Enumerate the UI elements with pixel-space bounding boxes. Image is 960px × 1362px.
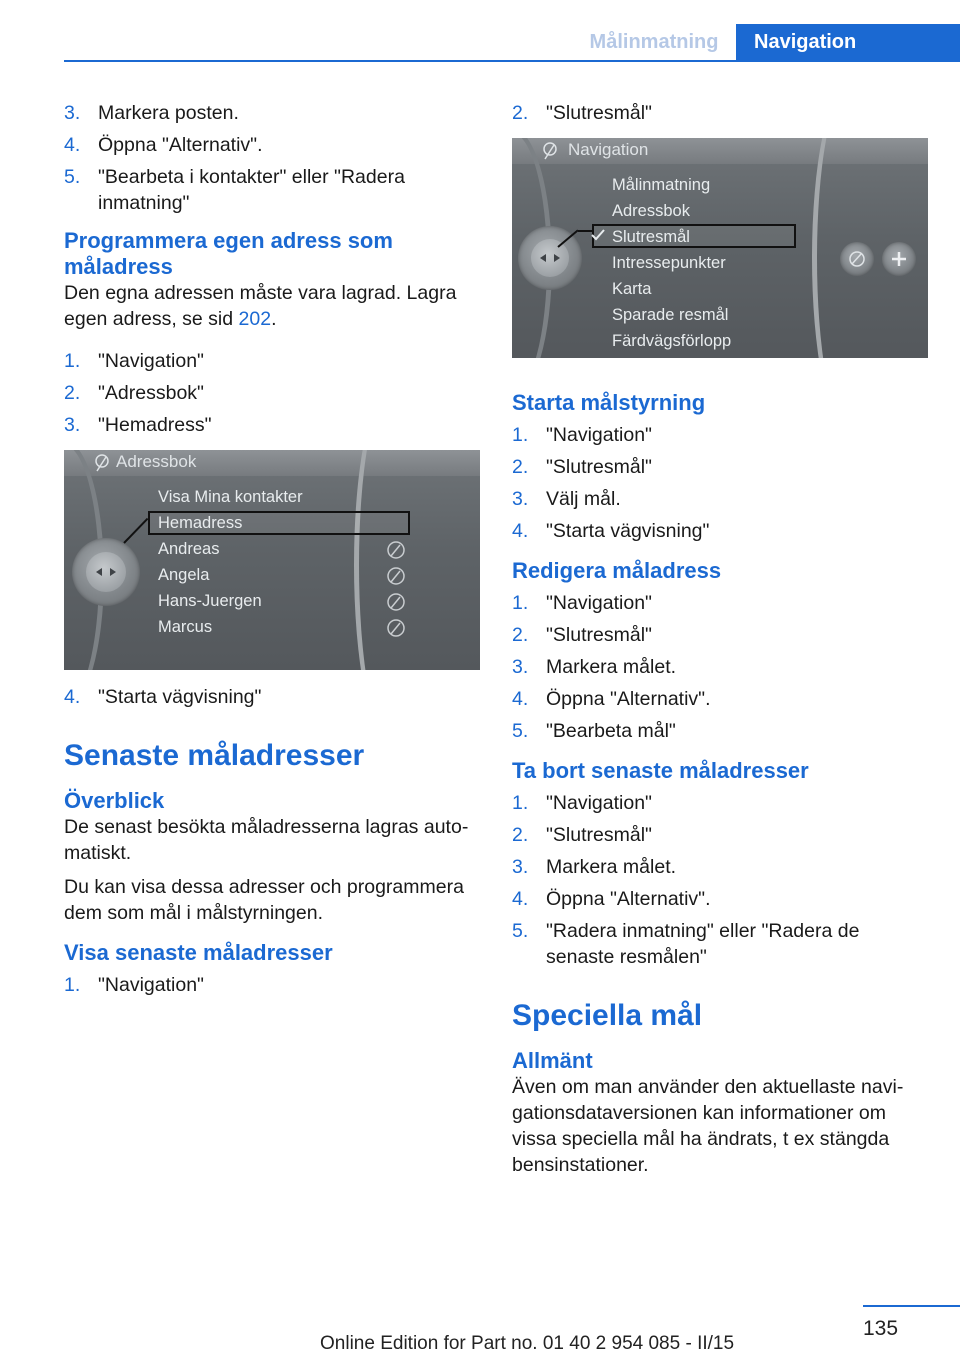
step-text: Markera posten. [98,102,239,124]
paragraph-overview-1: De senast besökta måladresserna lagras automatiskt. [64,816,469,864]
left-list-a [64,100,480,216]
step-number: 3. [512,488,529,510]
selection-connector [123,518,148,544]
addressbook-menu [158,484,303,640]
right-list-c [512,590,928,744]
step-number: 4. [512,688,529,710]
page-number: 135 [863,1317,899,1340]
list-item [512,654,928,680]
list-item [512,790,928,816]
navigate-icon [386,566,406,586]
step-text: Öppna "Alternativ". [98,134,263,156]
heading-home-address: Programmera egen adress som måladress [64,228,393,279]
paragraph-end: . [271,308,277,330]
list-item [64,100,480,126]
menu-item[interactable]: Visa Mina kontakter [158,488,303,506]
right-column [512,100,928,1178]
list-item [512,454,928,480]
step-text: "Slutresmål" [546,624,652,646]
footer-rule [863,1305,960,1307]
heading-general: Allmänt [512,1048,593,1073]
header-section-label: Målinmatning [589,31,719,53]
edition-note: Online Edition for Part no. 01 40 2 954 085 - II/15 [320,1333,735,1354]
compass-icon [542,142,558,160]
list-item [512,100,928,126]
navigate-icon [386,540,406,560]
menu-item[interactable]: Målinmatning [612,176,711,194]
list-item [512,918,928,970]
step-number: 1. [512,592,529,614]
menu-item[interactable]: Intressepunkter [612,254,726,272]
menu-item[interactable]: Angela [158,566,210,584]
menu-item[interactable]: Karta [612,280,652,298]
list-item [64,684,480,710]
left-list-b [64,348,480,438]
header-rule [64,60,960,62]
step-number: 1. [64,350,81,372]
step-number: 4. [64,134,81,156]
list-item [512,822,928,848]
step-text: "Navigation" [98,350,204,372]
right-list-a [512,100,928,126]
step-number: 3. [64,414,81,436]
navigation-screenshot [512,138,928,358]
menu-item-selected[interactable]: Hemadress [158,514,243,532]
left-column [64,100,480,1004]
left-list-c [64,684,480,710]
step-number: 5. [64,166,81,188]
paragraph-home-address [64,280,480,332]
step-number: 4. [512,520,529,542]
paragraph-text: Den egna adressen måste vara lagrad. Lagra egen adress, se sid [64,282,457,330]
heading-start-guidance: Starta målstyrning [512,390,706,415]
step-number: 1. [512,424,529,446]
list-item [512,622,928,648]
step-text: Öppna "Alternativ". [546,688,711,710]
menu-item[interactable]: Färdvägsförlopp [612,332,732,350]
list-item [512,518,928,544]
step-number: 4. [64,686,81,708]
screen-title: Adressbok [116,452,197,471]
menu-item[interactable]: Marcus [158,618,213,636]
step-text: Markera målet. [546,856,677,878]
step-text: "Navigation" [546,592,652,614]
heading-special-destinations: Speciella mål [512,999,703,1032]
paragraph-general: Även om man använder den aktuellaste navigationsdataversionen kan informationer om vissa speciella mål ha ändrats, t ex stängda bensinstationer. [512,1076,904,1176]
menu-item-selected[interactable]: Slutresmål [612,228,690,246]
step-number: 2. [512,824,529,846]
navigate-icon [386,618,406,638]
compass-icon [94,454,110,472]
list-item [64,164,480,216]
plus-icon [890,250,908,268]
step-text: Öppna "Alternativ". [546,888,711,910]
menu-item[interactable]: Andreas [158,540,220,558]
list-item [64,380,480,406]
step-number: 5. [512,920,529,942]
step-number: 3. [64,102,81,124]
screen-title: Navigation [568,140,649,159]
step-number: 2. [64,382,81,404]
list-item [64,348,480,374]
heading-show-recent: Visa senaste måladresser [64,940,333,965]
list-item [512,486,928,512]
step-text: "Slutresmål" [546,824,652,846]
step-text: "Radera inmatning" eller "Radera de senaste resmålen" [546,920,860,968]
step-number: 2. [512,102,529,124]
map-icon [848,250,866,268]
step-text: "Hemadress" [98,414,212,436]
step-text: "Bearbeta mål" [546,720,676,742]
step-number: 3. [512,856,529,878]
checkmark-icon [590,228,606,242]
step-number: 2. [512,624,529,646]
step-text: "Adressbok" [98,382,204,404]
step-text: "Slutresmål" [546,102,652,124]
step-number: 4. [512,888,529,910]
step-text: "Starta vägvisning" [546,520,710,542]
dial-arrows-icon [536,249,564,267]
list-item [512,422,928,448]
step-text: "Navigation" [546,424,652,446]
heading-delete-recent: Ta bort senaste måladresser [512,758,809,783]
list-item [64,412,480,438]
page-link[interactable]: 202 [238,308,272,330]
step-text: "Navigation" [546,792,652,814]
right-list-d [512,790,928,970]
list-item [512,718,928,744]
menu-item[interactable]: Adressbok [612,202,690,220]
step-text: "Navigation" [98,974,204,996]
list-item [64,132,480,158]
navigation-menu [612,172,731,354]
heading-recent-destinations: Senaste måladresser [64,739,365,772]
left-list-d [64,972,480,998]
step-text: Välj mål. [546,488,621,510]
right-list-b [512,422,928,544]
header-chapter-tab: Navigation [736,24,960,61]
step-text: Markera målet. [546,656,677,678]
navigate-icon [386,592,406,612]
dial-arrows-icon [92,563,120,581]
step-text: "Bearbeta i kontakter" eller "Radera inmatning" [98,166,405,214]
step-number: 2. [512,456,529,478]
list-item [512,686,928,712]
menu-item[interactable]: Sparade resmål [612,306,729,324]
step-text: "Starta vägvisning" [98,686,262,708]
heading-edit-destination: Redigera måladress [512,558,722,583]
step-text: "Slutresmål" [546,456,652,478]
step-number: 1. [64,974,81,996]
list-item [512,590,928,616]
list-item [64,972,480,998]
list-item [512,854,928,880]
step-number: 1. [512,792,529,814]
paragraph-overview-2: Du kan visa dessa adresser och programmera dem som mål i målstyrningen. [64,876,464,924]
heading-overview: Överblick [64,788,165,813]
list-item [512,886,928,912]
menu-item[interactable]: Hans-Juergen [158,592,262,610]
step-number: 5. [512,720,529,742]
step-number: 3. [512,656,529,678]
addressbook-screenshot [64,450,480,670]
